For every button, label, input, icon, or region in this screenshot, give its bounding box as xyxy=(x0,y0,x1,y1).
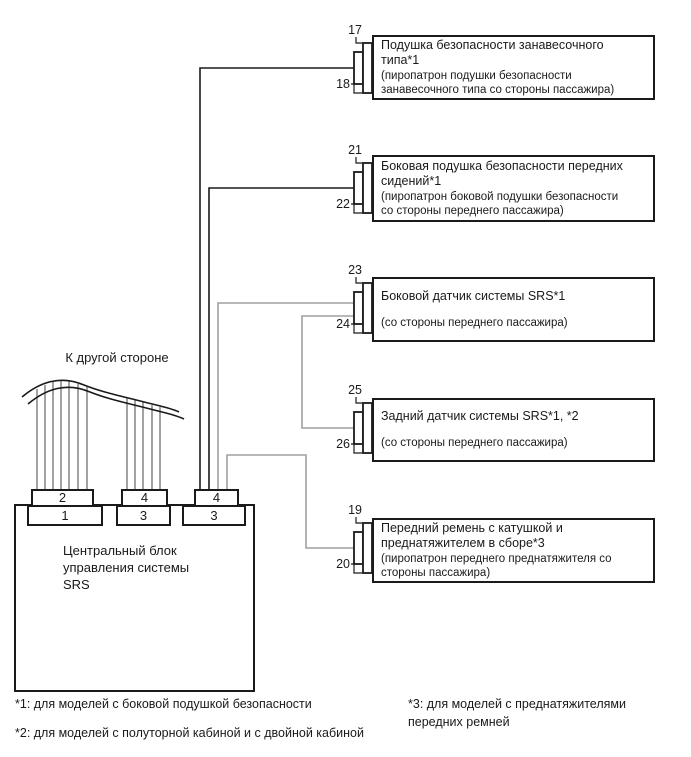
connector3-row-top: 4 xyxy=(212,490,221,505)
device-subtitle: (пиропатрон боковой подушки безопасности со стороны переднего пассажира) xyxy=(381,190,619,217)
pin-18: 18 xyxy=(336,77,350,91)
connector1-row-bottom: 1 xyxy=(61,508,69,523)
pin-20: 20 xyxy=(336,557,350,571)
device-title: Боковая подушка безопасности передних сидений*1 xyxy=(381,158,623,188)
device-subtitle: (со стороны переднего пассажира) xyxy=(381,316,568,329)
plug-inner-curtain xyxy=(363,43,372,93)
device-subtitle: (со стороны переднего пассажира) xyxy=(381,437,568,450)
device-box-side-airbag xyxy=(372,155,655,222)
device-subtitle: (пиропатрон переднего преднатяжителя со стороны пассажира) xyxy=(381,552,612,579)
black-wires xyxy=(200,68,354,490)
connector2-row-bottom: 3 xyxy=(139,508,148,523)
device-title: Задний датчик системы SRS*1, *2 xyxy=(381,409,579,424)
wire-to-curtain-airbag xyxy=(200,68,354,490)
device-plugs xyxy=(354,43,372,573)
plug-inner-side-sensor xyxy=(363,283,372,333)
pin-17: 17 xyxy=(348,23,362,37)
harness-bundle-wires xyxy=(37,380,160,490)
device-title: Подушка безопасности занавесочного типа*1 xyxy=(381,37,604,67)
device-title: Передний ремень с катушкой и преднатяжителем в сборе*3 xyxy=(381,520,563,550)
plug-inner-belt xyxy=(363,523,372,573)
device-box-side-sensor xyxy=(372,277,655,342)
plug-outer-side-airbag xyxy=(354,172,363,204)
connector2-row-top: 4 xyxy=(140,490,149,505)
pin-21: 21 xyxy=(348,143,362,157)
pin-23: 23 xyxy=(348,263,362,277)
device-box-curtain-airbag xyxy=(372,35,655,100)
device-subtitle: (пиропатрон подушки безопасности занавесочного типа со стороны пассажира) xyxy=(381,69,615,96)
plug-outer-side-sensor xyxy=(354,292,363,324)
pin-24: 24 xyxy=(336,317,350,331)
connector1-row-top: 2 xyxy=(58,490,67,505)
pin-22: 22 xyxy=(336,197,350,211)
plug-inner-rear-sensor xyxy=(363,403,372,453)
footnote-2: *2: для моделей с полуторной кабиной и с двойной кабиной xyxy=(15,726,364,740)
device-box-belt-pretensioner xyxy=(372,518,655,583)
device-box-rear-sensor xyxy=(372,398,655,462)
plug-outer-curtain xyxy=(354,52,363,84)
other-side-label: К другой стороне xyxy=(65,350,169,365)
footnote-3: *3: для моделей с преднатяжителями передних ремней xyxy=(408,697,626,730)
pin-19: 19 xyxy=(348,503,362,517)
device-title: Боковой датчик системы SRS*1 xyxy=(381,288,566,303)
footnote-1: *1: для моделей с боковой подушкой безопасности xyxy=(15,697,312,711)
pin-25: 25 xyxy=(348,383,362,397)
plug-outer-rear-sensor xyxy=(354,412,363,444)
connector3-row-bottom: 3 xyxy=(210,508,218,523)
pin-26: 26 xyxy=(336,437,350,451)
plug-outer-belt xyxy=(354,532,363,564)
wire-side-to-rear-sensor xyxy=(302,316,354,428)
control-unit-label: Центральный блок управления системы SRS xyxy=(63,543,190,592)
plug-inner-side-airbag xyxy=(363,163,372,213)
control-unit-box xyxy=(15,505,254,691)
